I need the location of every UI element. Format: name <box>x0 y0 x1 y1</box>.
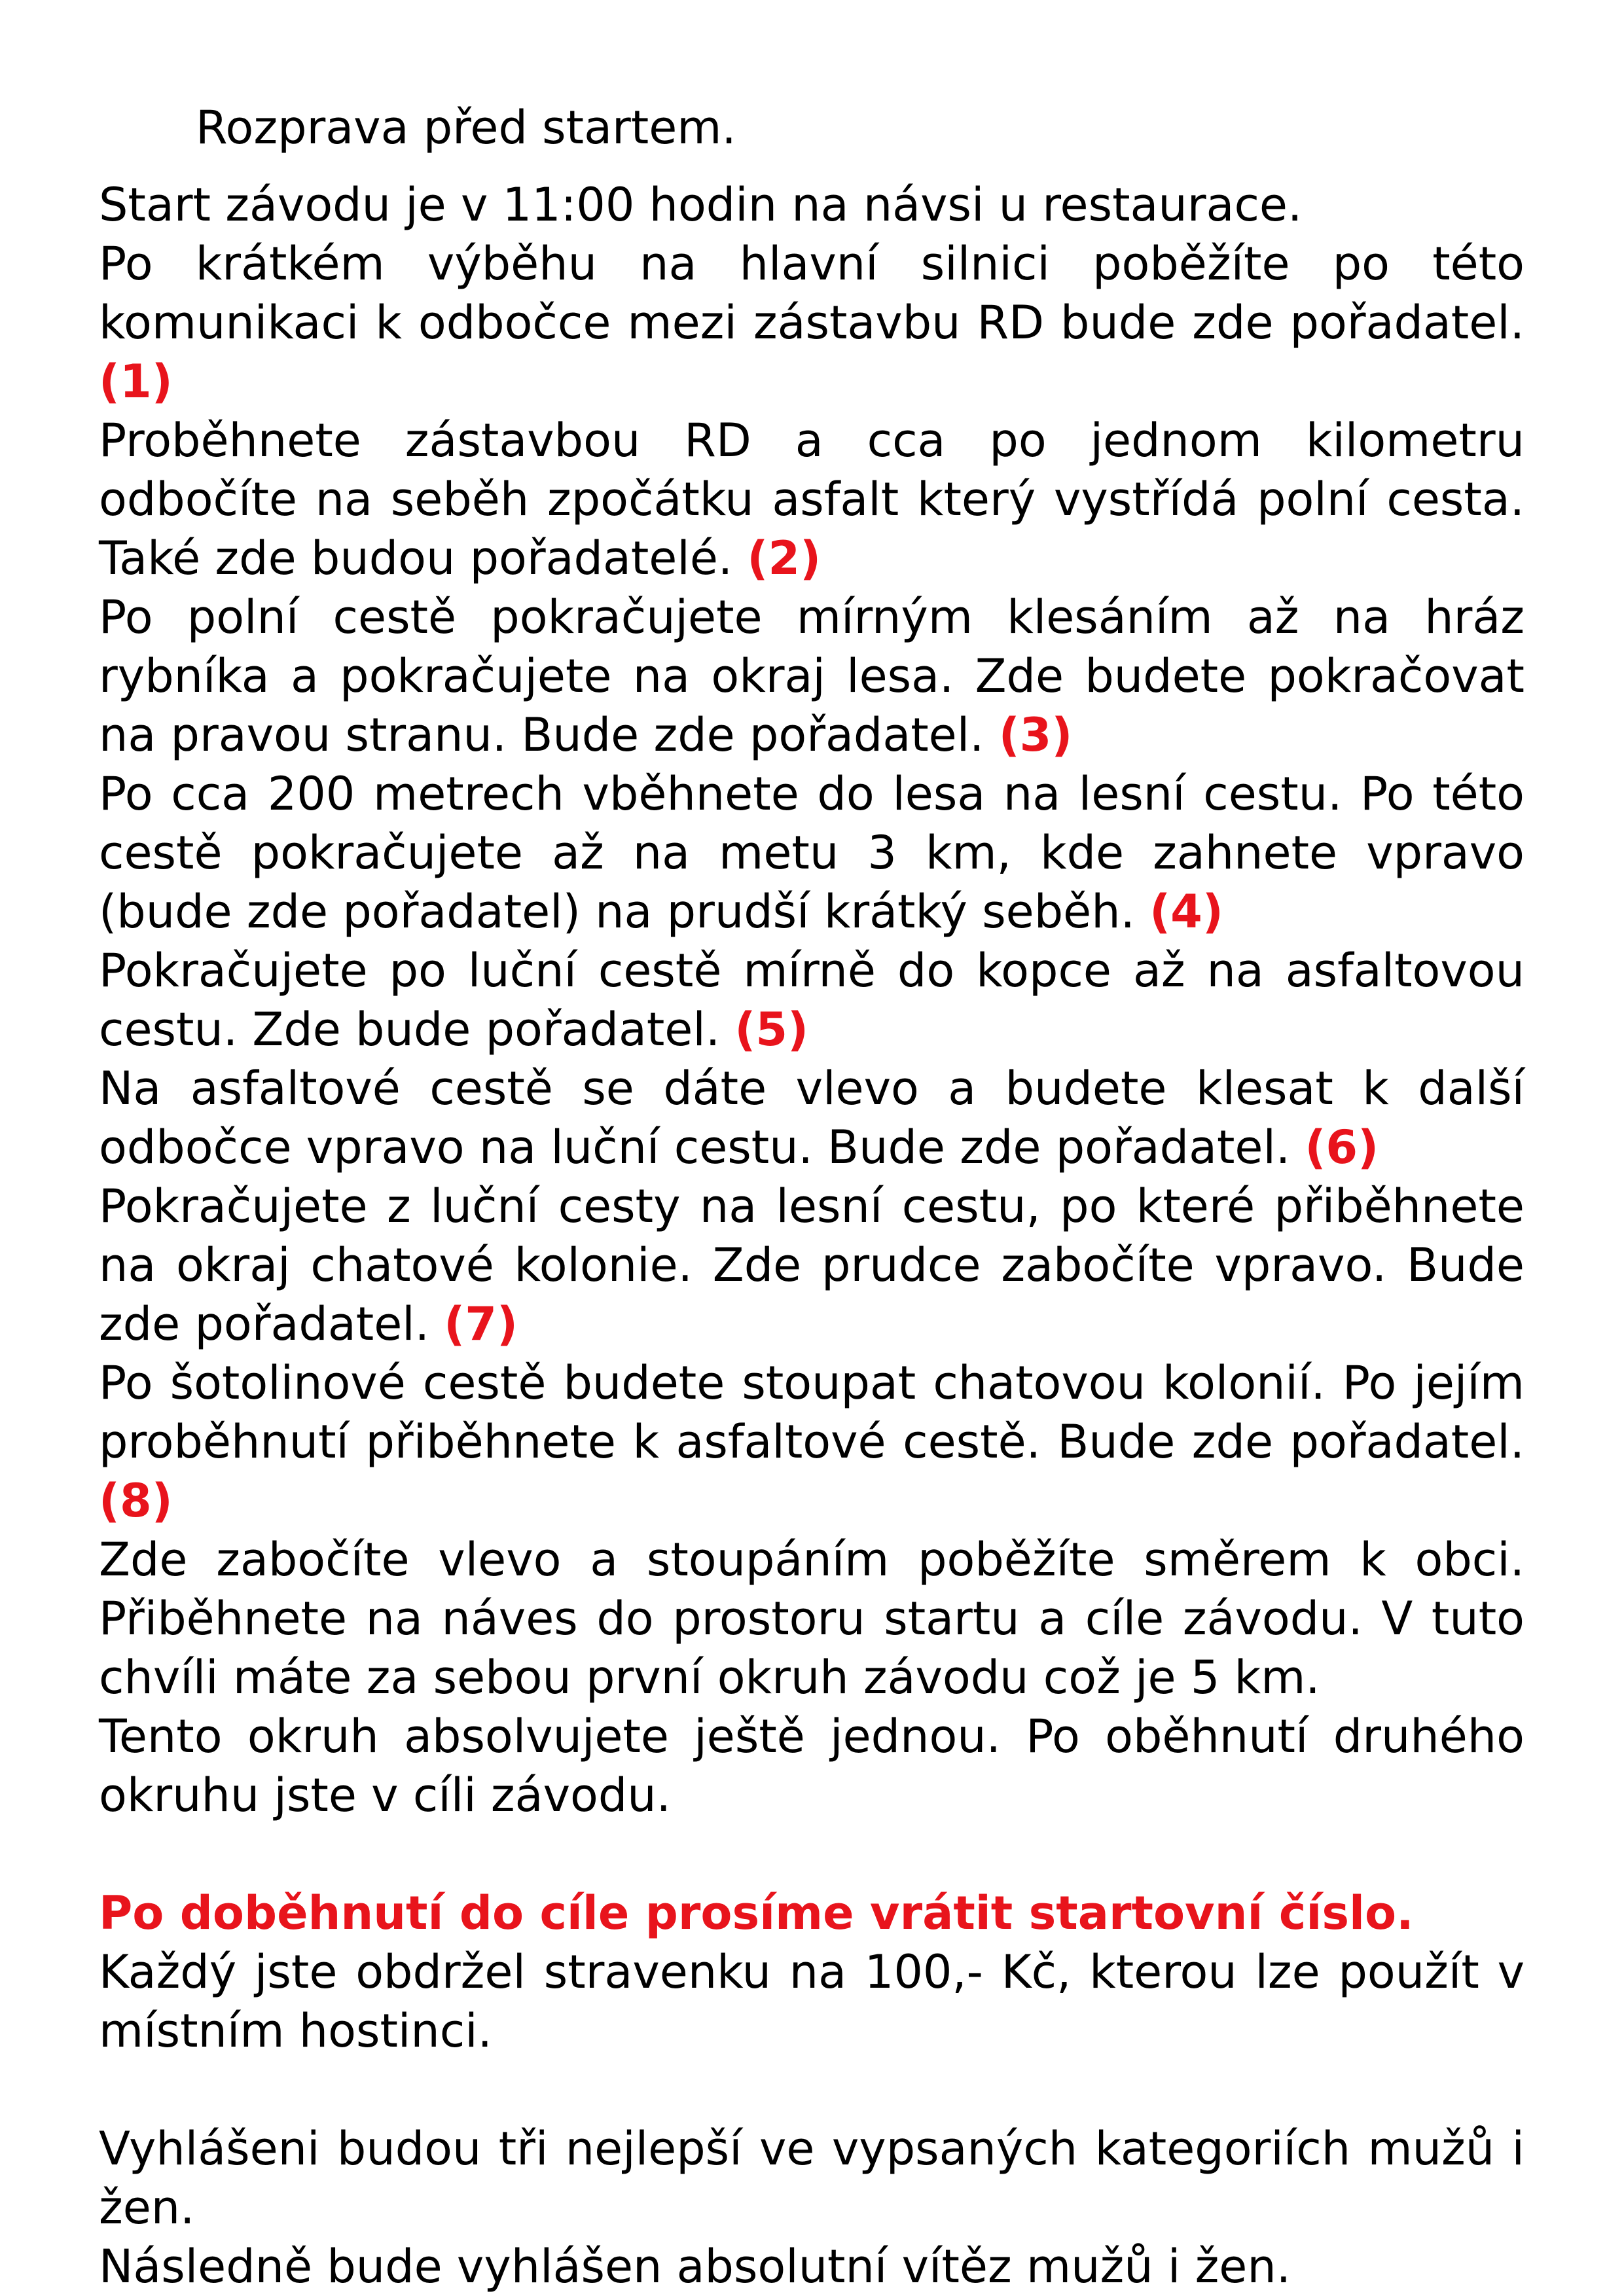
route-text-4: Po polní cestě pokračujete mírným klesáním až na hráz rybníka a pokračujete na okraj lesa. Zde budete pokračovat na pravou stranu. Bude zde pořadatel. <box>99 590 1525 762</box>
voucher-paragraph: Každý jste obdržel stravenku na 100,- Kč, kterou lze použít v místním hostinci. <box>99 1945 1525 2058</box>
route-paragraph-10 <box>99 1530 1525 1707</box>
document-page <box>99 98 1525 2296</box>
awards-paragraph-2: Následně bude vyhlášen absolutní vítěz mužů i žen. <box>99 2240 1291 2293</box>
route-paragraph-6 <box>99 941 1525 1059</box>
route-paragraph-8 <box>99 1177 1525 1354</box>
route-text-5: Po cca 200 metrech vběhnete do lesa na lesní cestu. Po této cestě pokračujete až na metu 3 km, kde zahnete vpravo (bude zde pořadatel) na prudší krátký seběh. <box>99 767 1525 939</box>
checkpoint-marker-2: (2) <box>747 531 821 585</box>
route-text-7: Na asfaltové cestě se dáte vlevo a budete klesat k další odbočce vpravo na luční cestu. Bude zde pořadatel. <box>99 1062 1525 1174</box>
checkpoint-marker-5: (5) <box>734 1003 809 1056</box>
route-paragraph-11 <box>99 1707 1525 1825</box>
route-text-8: Pokračujete z luční cesty na lesní cestu, po které přiběhnete na okraj chatové kolonie. Zde prudce zabočíte vpravo. Bude zde pořadatel. <box>99 1179 1525 1351</box>
route-text-9: Po šotolinové cestě budete stoupat chatovou kolonií. Po jejím proběhnutí přiběhnete k asfaltové cestě. Bude zde pořadatel. <box>99 1356 1525 1469</box>
route-text-2: Po krátkém výběhu na hlavní silnici poběžíte po této komunikaci k odbočce mezi zástavbu RD bude zde pořadatel. <box>99 237 1525 350</box>
checkpoint-marker-1: (1) <box>99 355 173 408</box>
route-paragraph-2 <box>99 234 1525 411</box>
section-spacer <box>99 1825 1525 1884</box>
checkpoint-marker-3: (3) <box>998 708 1073 762</box>
checkpoint-marker-7: (7) <box>444 1297 518 1351</box>
route-text-1: Start závodu je v 11:00 hodin na návsi u restaurace. <box>99 178 1303 232</box>
route-text-6: Pokračujete po luční cestě mírně do kopce až na asfaltovou cestu. Zde bude pořadatel. <box>99 944 1525 1056</box>
route-description <box>99 175 1525 1825</box>
section-spacer <box>99 2060 1525 2119</box>
route-paragraph-4 <box>99 588 1525 764</box>
finish-notice: Po doběhnutí do cíle prosíme vrátit startovní číslo. <box>99 1886 1414 1940</box>
checkpoint-marker-6: (6) <box>1305 1121 1379 1174</box>
route-paragraph-5 <box>99 764 1525 941</box>
route-text-3: Proběhnete zástavbou RD a cca po jednom kilometru odbočíte na seběh zpočátku asfalt který vystřídá polní cesta. Také zde budou pořadatelé. <box>99 414 1525 585</box>
checkpoint-marker-8: (8) <box>99 1474 173 1528</box>
route-paragraph-9 <box>99 1354 1525 1530</box>
route-text-10: Zde zabočíte vlevo a stoupáním poběžíte směrem k obci. Přiběhnete na náves do prostoru startu a cíle závodu. V tuto chvíli máte za sebou první okruh závodu což je 5 km. <box>99 1533 1525 1704</box>
awards-paragraph-1: Vyhlášeni budou tři nejlepší ve vypsaných kategoriích mužů i žen. <box>99 2122 1525 2234</box>
route-paragraph-7 <box>99 1059 1525 1177</box>
document-title: Rozprava před startem. <box>196 101 736 154</box>
route-text-11: Tento okruh absolvujete ještě jednou. Po oběhnutí druhého okruhu jste v cíli závodu. <box>99 1710 1525 1822</box>
route-paragraph-1 <box>99 175 1525 234</box>
checkpoint-marker-4: (4) <box>1149 885 1223 939</box>
route-paragraph-3 <box>99 411 1525 588</box>
